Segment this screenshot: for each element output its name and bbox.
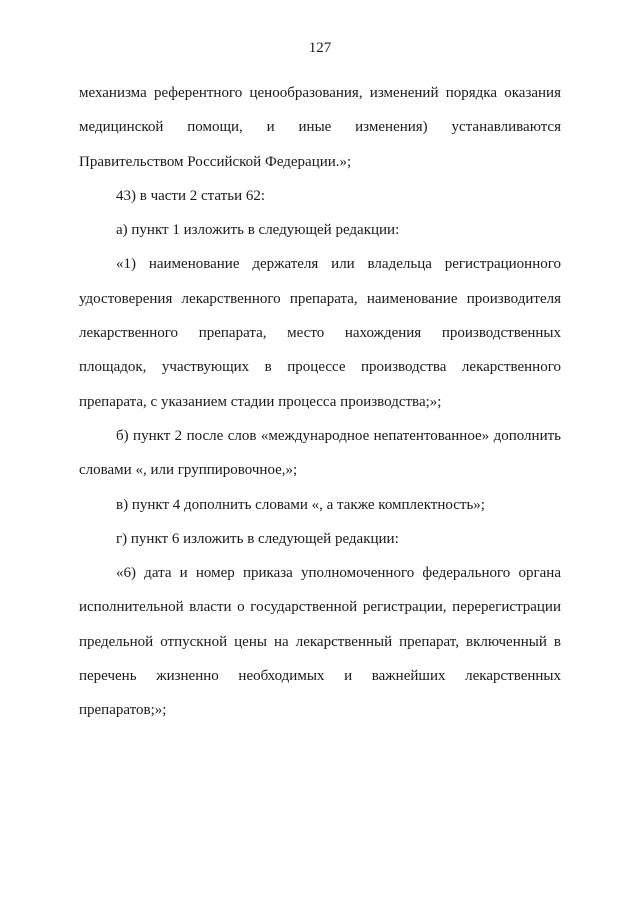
paragraph (79, 247, 561, 418)
text-line: предельной отпускной цены на лекарственный препарат, включенный в (79, 633, 561, 650)
paragraph (79, 213, 561, 247)
paragraph (79, 488, 561, 522)
paragraph (79, 179, 561, 213)
text-line: перечень жизненно необходимых и важнейших лекарственных (79, 668, 561, 685)
text-line: площадок, участвующих в процессе производства лекарственного (79, 359, 561, 376)
text-line: б) пункт 2 после слов «международное непатентованное» дополнить (116, 427, 561, 444)
text-line: «6) дата и номер приказа уполномоченного федерального органа (116, 565, 561, 582)
text-line: медицинской помощи, и иные изменения) устанавливаются (79, 119, 561, 136)
text-line: 43) в части 2 статьи 62: (116, 187, 266, 204)
text-line: удостоверения лекарственного препарата, наименование производителя (79, 290, 561, 307)
page-number: 127 (308, 40, 332, 56)
text-line: исполнительной власти о государственной регистрации, перерегистрации (79, 599, 561, 616)
text-line: механизма референтного ценообразования, изменений порядка оказания (79, 85, 561, 101)
text-line: г) пункт 6 изложить в следующей редакции: (116, 530, 399, 547)
text-line: препаратов;»; (79, 702, 167, 719)
text-line: лекарственного препарата, место нахождения производственных (79, 325, 561, 342)
text-line: Правительством Российской Федерации.»; (79, 153, 352, 170)
text-line: препарата, с указанием стадии процесса производства;»; (79, 393, 442, 410)
text-line: в) пункт 4 дополнить словами «, а также комплектность»; (116, 496, 485, 513)
text-line: «1) наименование держателя или владельца регистрационного (116, 256, 561, 273)
paragraph (79, 419, 561, 488)
paragraph (79, 556, 561, 727)
paragraph (79, 522, 561, 556)
paragraph (79, 76, 561, 179)
text-line: а) пункт 1 изложить в следующей редакции: (116, 222, 400, 239)
document-body (79, 76, 561, 728)
text-line: словами «, или группировочное,»; (79, 462, 298, 479)
